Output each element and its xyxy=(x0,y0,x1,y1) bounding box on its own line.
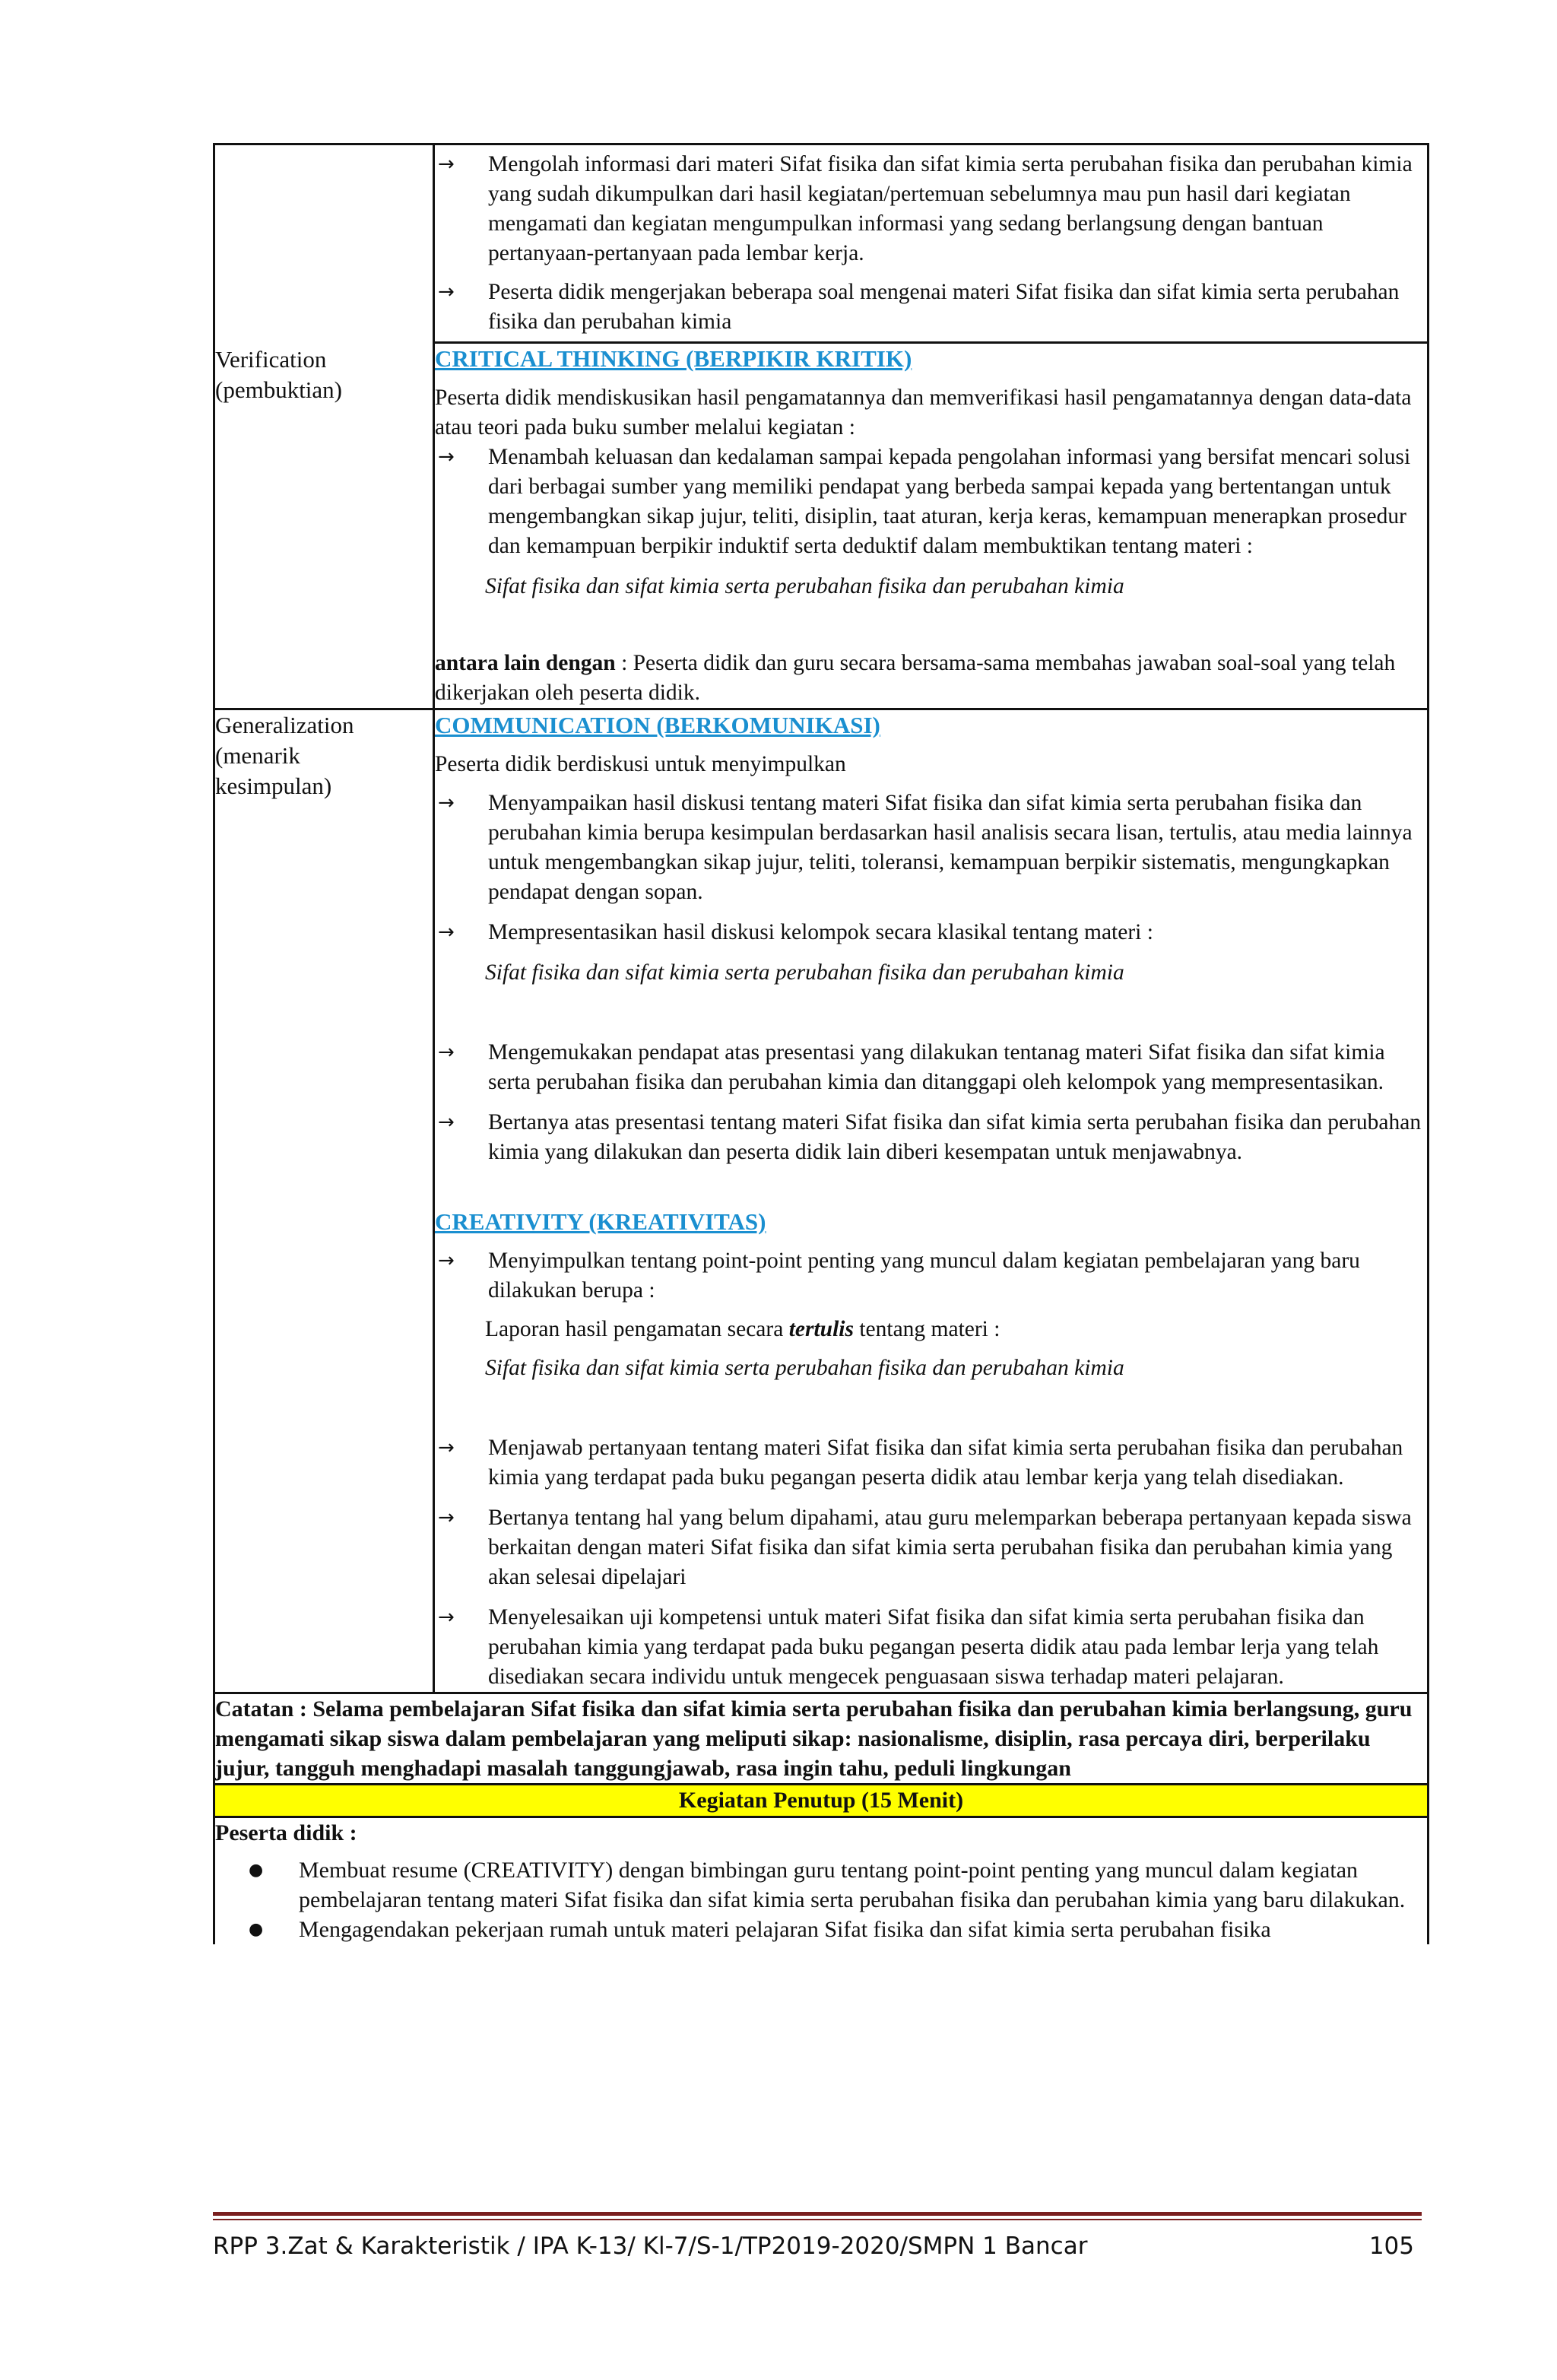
arrow-icon: → xyxy=(438,921,455,944)
list-item: → Menyelesaikan uji kompetensi untuk materi Sifat fisika dan sifat kimia serta perubahan fisika dan perubahan kimia yang terdapat pada buku pegangan peserta didik atau pada lembar lerja yang telah disediakan secara individu untuk mengecek penguasaan siswa terhadap materi pelajaran. xyxy=(435,1603,1427,1692)
arrow-icon: → xyxy=(438,1506,455,1529)
critical-thinking-heading: CRITICAL THINKING (BERPIKIR KRITIK) xyxy=(435,345,912,372)
bullet-icon: ● xyxy=(249,1920,264,1939)
arrow-icon: → xyxy=(438,153,455,176)
verification-topic: Sifat fisika dan sifat kimia serta perubahan fisika dan perubahan kimia xyxy=(485,574,1124,598)
penutup-title: Kegiatan Penutup (15 Menit) xyxy=(214,1785,1429,1817)
row-generalization xyxy=(214,709,1429,1693)
page-footer xyxy=(213,2232,1414,2260)
verification-closing: antara lain dengan : Peserta didik dan guru secara bersama-sama membahas jawaban soal-soal yang telah dikerjakan oleh peserta didik. xyxy=(435,651,1396,705)
list-item: ● Mengagendakan pekerjaan rumah untuk materi pelajaran Sifat fisika dan sifat kimia serta perubahan fisika xyxy=(215,1915,1427,1944)
penutup-content xyxy=(214,1817,1429,1945)
list-item: → Mengemukakan pendapat atas presentasi yang dilakukan tentanag materi Sifat fisika dan sifat kimia serta perubahan fisika dan perubahan kimia dan ditanggapi oleh kelompok yang mempresentasikan. xyxy=(435,1038,1427,1097)
generalization-content xyxy=(434,709,1429,1693)
verification-intro: Peserta didik mendiskusikan hasil pengamatannya dan memverifikasi hasil pengamatannya dengan data-data atau teori pada buku sumber melalui kegiatan : xyxy=(435,386,1412,440)
arrow-icon: → xyxy=(438,1041,455,1064)
list-item: → Mempresentasikan hasil diskusi kelompok secara klasikal tentang materi : xyxy=(435,918,1427,947)
list-item: → Menyampaikan hasil diskusi tentang materi Sifat fisika dan sifat kimia serta perubahan fisika dan perubahan kimia berupa kesimpulan berdasarkan hasil analisis secara lisan, tertulis, atau media lainnya untuk mengembangkan sikap jujur, teliti, toleransi, kemampuan berpikir sistematis, mengungkapkan pendapat dengan sopan. xyxy=(435,789,1427,907)
list-item: → Bertanya atas presentasi tentang materi Sifat fisika dan sifat kimia serta perubahan fisika dan perubahan kimia yang dilakukan dan peserta didik lain diberi kesempatan untuk menjawabnya. xyxy=(435,1108,1427,1167)
arrow-icon: → xyxy=(438,792,455,814)
footer-rule-thin xyxy=(213,2219,1422,2220)
footer-document-id: RPP 3.Zat & Karakteristik / IPA K-13/ Kl-7/S-1/TP2019-2020/SMPN 1 Bancar xyxy=(213,2232,1088,2260)
list-item: ● Membuat resume (CREATIVITY) dengan bimbingan guru tentang point-point penting yang muncul dalam kegiatan pembelajaran tentang materi Sifat fisika dan sifat kimia serta perubahan fisika dan perubahan kimia yang baru dilakukan. xyxy=(215,1855,1427,1915)
list-item: → Peserta didik mengerjakan beberapa soal mengenai materi Sifat fisika dan sifat kimia serta perubahan fisika dan perubahan kimia xyxy=(435,278,1427,337)
generalization-label-cell xyxy=(214,709,434,1693)
row-penutup-header xyxy=(214,1785,1429,1817)
list-item: → Bertanya tentang hal yang belum dipahami, atau guru melemparkan beberapa pertanyaan kepada siswa berkaitan dengan materi Sifat fisika dan sifat kimia serta perubahan fisika dan perubahan kimia yang akan selesai dipelajari xyxy=(435,1503,1427,1592)
page-number: 105 xyxy=(1368,2232,1414,2260)
verification-label: Verification (pembuktian) xyxy=(215,346,343,403)
row-catatan xyxy=(214,1693,1429,1785)
bullet-icon: ● xyxy=(249,1861,264,1880)
communication-heading: COMMUNICATION (BERKOMUNIKASI) xyxy=(435,712,880,738)
catatan-note: Catatan : Selama pembelajaran Sifat fisika dan sifat kimia serta perubahan fisika dan perubahan kimia berlangsung, guru mengamati sikap siswa dalam pembelajaran yang meliputi sikap: nasionalisme, disiplin, rasa percaya diri, berperilaku jujur, tangguh menghadapi masalah tanggungjawab, rasa ingin tahu, peduli lingkungan xyxy=(214,1693,1429,1785)
penutup-subhead: Peserta didik : xyxy=(215,1820,357,1845)
verification-content xyxy=(434,343,1429,709)
generalization-label: Generalization (menarik kesimpulan) xyxy=(215,712,354,799)
continuation-content xyxy=(434,144,1429,343)
list-item: → Menambah keluasan dan kedalaman sampai kepada pengolahan informasi yang bersifat mencari solusi dari berbagai sumber yang memiliki pendapat yang berbeda sampai kepada yang bertentangan untuk mengembangkan sikap jujur, teliti, disiplin, taat aturan, kerja keras, kemampuan menerapkan prosedur dan kemampuan berpikir induktif serta deduktif dalam membuktikan tentang materi : xyxy=(435,443,1427,561)
verification-label-cell xyxy=(214,144,434,709)
report-line: Laporan hasil pengamatan secara tertulis tentang materi : xyxy=(485,1317,1000,1341)
list-item: → Mengolah informasi dari materi Sifat fisika dan sifat kimia serta perubahan fisika dan perubahan kimia yang sudah dikumpulkan dari hasil kegiatan/pertemuan sebelumnya mau pun hasil dari kegiatan mengamati dan kegiatan mengumpulkan informasi yang sedang berlangsung dengan bantuan pertanyaan-pertanyaan pada lembar kerja. xyxy=(435,150,1427,268)
footer-rule xyxy=(213,2212,1422,2216)
creativity-heading: CREATIVITY (KREATIVITAS) xyxy=(435,1208,766,1235)
lesson-activities-table xyxy=(213,143,1429,1944)
arrow-icon: → xyxy=(438,1111,455,1134)
list-item: → Menjawab pertanyaan tentang materi Sifat fisika dan sifat kimia serta perubahan fisika dan perubahan kimia yang terdapat pada buku pegangan peserta didik atau lembar kerja yang telah disediakan. xyxy=(435,1433,1427,1493)
row-continuation xyxy=(214,144,1429,343)
generalization-topic: Sifat fisika dan sifat kimia serta perubahan fisika dan perubahan kimia xyxy=(485,960,1124,985)
generalization-topic-2: Sifat fisika dan sifat kimia serta perubahan fisika dan perubahan kimia xyxy=(485,1356,1124,1380)
arrow-icon: → xyxy=(438,1436,455,1459)
arrow-icon: → xyxy=(438,446,455,468)
arrow-icon: → xyxy=(438,1249,455,1272)
generalization-intro: Peserta didik berdiskusi untuk menyimpulkan xyxy=(435,752,846,776)
row-penutup xyxy=(214,1817,1429,1945)
arrow-icon: → xyxy=(438,1606,455,1629)
lesson-plan-page xyxy=(213,143,1429,1944)
arrow-icon: → xyxy=(438,281,455,303)
list-item: → Menyimpulkan tentang point-point penting yang muncul dalam kegiatan pembelajaran yang baru dilakukan berupa : xyxy=(435,1246,1427,1306)
